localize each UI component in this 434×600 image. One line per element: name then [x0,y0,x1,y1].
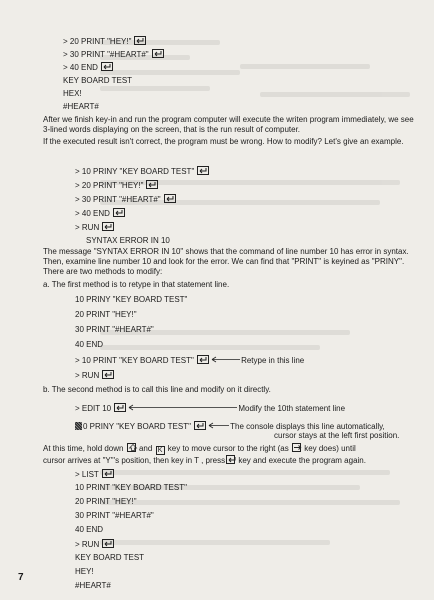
code-text: > 20 PRINT "HEY!" [63,37,132,46]
paragraph: The message "SYNTAX ERROR IN 10" shows that the command of line number 10 has error in syntax. Then, examine line number 10 and look for the error. We can find that "PRINT" is keyined as "PRINY". There are two methods to modify: [43,247,409,276]
code-line [75,194,176,205]
code-text: > RUN [75,540,100,549]
code-line [63,49,164,60]
code-line [63,62,113,73]
code-line: 30 PRINT "#HEART#" [75,511,154,520]
text: key and execute the program again. [238,456,366,465]
cursor-right-key-icon [292,443,301,452]
method-a-heading: a. The first method is to retype in that statement line. [43,280,230,289]
cursor-block-icon [75,422,82,430]
code-text: > 20 PRINT "HEY!" [75,181,144,190]
paragraph: If the executed result isn't correct, the program must be wrong. How to modify? Let's give an example. [43,137,404,146]
enter-key-icon [197,166,209,175]
code-line [75,355,304,366]
code-line [75,469,114,480]
code-line: 20 PRINT "HEY!" [75,310,137,319]
annotation: The console displays this line automatically, [230,422,385,431]
code-line: 30 PRINT "#HEART#" [75,325,154,334]
code-text: 0 PRINY "KEY BOARD TEST" [83,422,191,431]
shift-key-icon [127,443,136,452]
code-text: > 30 PRINT "#HEART#" [63,50,149,59]
left-arrow-icon [208,422,230,429]
enter-key-icon [194,421,206,430]
code-text: > 10 PRINY "KEY BOARD TEST" [75,167,195,176]
code-line [75,370,114,381]
k-key-icon: K [156,446,165,455]
code-line [75,180,158,191]
left-arrow-icon [211,356,241,363]
code-line [75,208,125,219]
output-line: #HEART# [75,581,111,590]
code-text: > LIST [75,470,99,479]
code-line [63,36,146,47]
paragraph: After we finish key-in and run the program computer will execute the writen program immediately, we see 3-lined words displaying on the screen, that is the run result of computer. [43,115,414,134]
code-line: 20 PRINT "HEY!" [75,497,137,506]
code-text: > RUN [75,371,100,380]
text: key to move cursor to the right (as [167,444,289,453]
code-text: > 10 PRINT "KEY BOARD TEST" [75,356,194,365]
text: cursor arrives at "Y"'s position, then key in T , press [43,456,226,465]
enter-key-icon [101,62,113,71]
enter-key-icon [152,49,164,58]
annotation: Retype in this line [241,356,305,365]
code-line [75,403,345,414]
output-line: HEX! [63,89,82,98]
text: and [138,444,153,453]
code-text: > 40 END [75,209,110,218]
code-line [75,222,114,233]
code-text: > 40 END [63,63,98,72]
code-line: 10 PRINY "KEY BOARD TEST" [75,295,188,304]
code-text: > EDIT 10 [75,404,112,413]
enter-key-icon [197,355,209,364]
output-line: #HEART# [63,102,99,111]
enter-key-icon [134,36,146,45]
left-arrow-icon [128,404,238,411]
enter-key-icon [146,180,158,189]
enter-key-icon [226,455,235,464]
annotation: cursor stays at the left first position. [274,431,400,440]
code-line: 40 END [75,340,104,349]
enter-key-icon [114,403,126,412]
output-line: HEY! [75,567,94,576]
enter-key-icon [102,370,114,379]
page-number: 7 [18,572,24,583]
code-line [75,539,114,550]
text: key does) until [304,444,356,453]
enter-key-icon [102,469,114,478]
code-line: 40 END [75,525,104,534]
enter-key-icon [164,194,176,203]
enter-key-icon [113,208,125,217]
output-line: KEY BOARD TEST [75,553,145,562]
annotation: Modify the 10th statement line [238,404,346,413]
enter-key-icon [102,539,114,548]
enter-key-icon [102,222,114,231]
code-text: > RUN [75,223,100,232]
code-line: 10 PRINT "KEY BOARD TEST" [75,483,187,492]
output-line: KEY BOARD TEST [63,76,133,85]
code-text: > 30 PRINT "#HEART#" [75,195,161,204]
text: At this time, hold down [43,444,124,453]
paragraph [43,443,419,466]
error-message: SYNTAX ERROR IN 10 [86,236,170,245]
code-line [75,166,209,177]
method-b-heading: b. The second method is to call this line and modify on it directly. [43,385,271,394]
